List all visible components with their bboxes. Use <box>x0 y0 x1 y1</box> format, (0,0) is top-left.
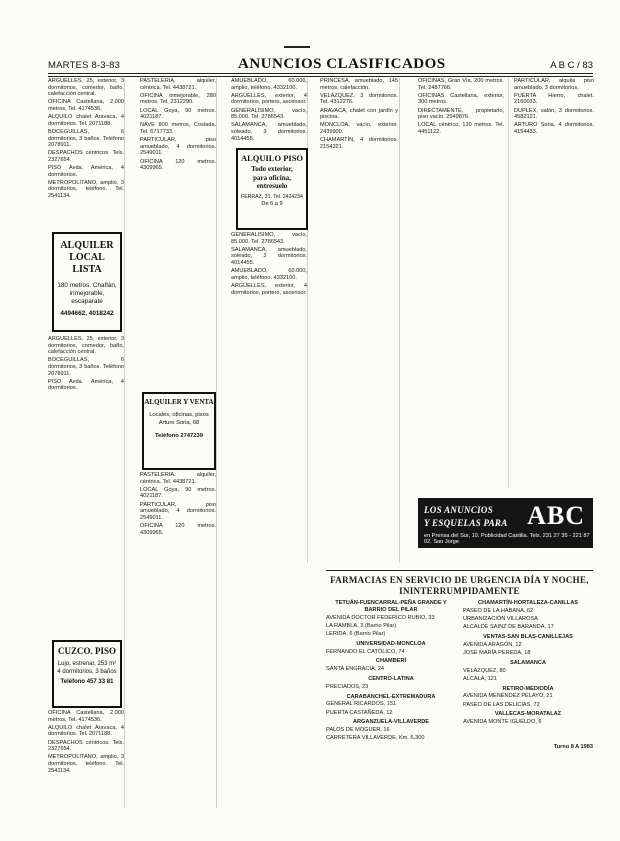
pharmacy-entry: PASEO DE LAS DELICIAS, 72 <box>463 701 540 708</box>
box-phone: Teléfono 457 33 81 <box>60 679 114 685</box>
classified-ad: ARAVACA, chalet con jardín y piscina. <box>320 107 398 121</box>
ad-column-6 <box>514 78 594 488</box>
classified-ad: SALAMANCA, amueblado, soleado, 3 dormitorios. 4014455. <box>231 122 307 142</box>
ad-box-local-lista <box>52 232 122 332</box>
pharmacy-entry: LA RAMBLA, 3 (Barrio Pilar) <box>326 622 397 629</box>
box-line: Todo exterior, <box>251 165 293 173</box>
classified-ad: ARGÜELLES, 25, exterior, 3 dormitorios, comedor, baño, calefacción central. <box>48 336 124 356</box>
classified-ad: PARTICULAR, alquila piso amueblado, 3 dormitorios. <box>514 78 594 91</box>
ad-column-3-bottom <box>231 232 307 808</box>
column-divider <box>399 78 400 563</box>
pharmacy-zone: CHAMARTÍN-HORTALEZA-CANILLAS <box>478 600 578 606</box>
banner-line: LOS ANUNCIOS <box>424 505 494 515</box>
classified-ad: METROPOLITANO, amplio, 3 dormitorios, teléfono. Tel. 2541134. <box>48 179 124 200</box>
box-line: Lujo, estrenar, 253 m² <box>57 661 117 667</box>
classified-ad: DIRECTAMENTE, propietario, piso vacío. 2549876. <box>418 107 504 121</box>
pharmacy-entry: PASEO DE LA HABANA, 62 <box>463 607 534 614</box>
box-line: para oficina, <box>253 173 291 182</box>
classified-ad: ARGÜELLES, exterior, 4 dormitorios, portero, ascensor. <box>231 282 307 296</box>
pharmacy-turn-footer: Turno 8 A 1983 <box>553 743 593 750</box>
ad-box-cuzco <box>52 640 122 708</box>
classified-ad: PASTELERÍA, alquiler, céntrica. Tel. 4438721. <box>140 78 216 91</box>
page-header <box>48 56 593 74</box>
pharmacy-entry: CARRETERA VILLAVERDE, Km. 6,300 <box>326 735 425 742</box>
ad-column-2-bottom <box>140 472 216 808</box>
classified-ad: BOCEGUILLAS, 6 dormitorios, 3 baños. Teléfono 2078911. <box>48 357 124 377</box>
classified-ad: SALAMANCA, amueblado, soleado, 3 dormitorios. 4014455. <box>231 246 307 266</box>
classified-ad: OFICINA 120 metros. 4309965. <box>140 158 216 172</box>
pharmacies-title: FARMACIAS EN SERVICIO DE URGENCIA DÍA Y NOCHE, ININTERRUMPIDAMENTE <box>330 575 589 596</box>
pharmacy-entry: PUERTA CASTAÑEDA, 12 <box>326 709 393 716</box>
box-title: ALQUILER Y VENTA <box>144 398 214 406</box>
pharmacy-zone: VENTAS-SAN BLAS-CANILLEJAS <box>483 633 573 640</box>
pharmacy-entry: AVENIDA ARAGÓN, 12 <box>463 641 522 648</box>
pharmacy-zone: CARABANCHEL-EXTREMADURA <box>346 693 436 700</box>
classified-ad: PASTELERÍA, alquiler, céntrica. Tel. 4438721. <box>140 472 216 485</box>
classified-ad: PARTICULAR, piso amueblado, 4 dormitorios. 2549011. <box>140 137 216 157</box>
box-title: ALQUILO PISO <box>240 153 304 163</box>
page-number: A B C / 83 <box>550 60 593 71</box>
box-line: Locales, oficinas, pisos <box>149 412 209 418</box>
classified-ad: GENERALÍSIMO, vacío, 85.000. Tel. 2786543. <box>231 107 307 121</box>
ad-column-5 <box>418 78 504 488</box>
classified-ad: PISO Avda. América, 4 dormitorios. <box>48 165 124 178</box>
pharmacy-entry: VELÁZQUEZ, 80 <box>463 667 506 674</box>
box-line: Arturo Soria, 68 <box>158 419 200 426</box>
pharmacy-entry: AVENIDA MENÉNDEZ PELAYO, 21 <box>463 693 553 700</box>
box-line: 180 metros. Chaflán, <box>57 282 117 289</box>
pharmacy-entry: PALOS DE MOGUER, 16 <box>326 727 390 734</box>
classified-ad: PUERTA Hierro, chalet. 2160033. <box>514 92 594 106</box>
classified-ad: DESPACHOS céntricos. Tels. 2327654. <box>48 739 124 753</box>
pharmacy-entry: JOSÉ MARÍA PEREDA, 18 <box>463 649 531 656</box>
pharmacy-zone: CHAMBERÍ <box>375 658 407 665</box>
pharmacy-rule <box>326 570 593 571</box>
classified-ad: OFICINAS, Gran Vía, 200 metros. Tel. 2487766. <box>418 78 504 91</box>
header-date: MARTES 8-3-83 <box>48 60 121 71</box>
ad-column-2-top <box>140 78 216 390</box>
pharmacy-entry: GENERAL RICARDOS, 151 <box>326 701 397 708</box>
banner-line: Y ESQUELAS PARA <box>424 518 508 528</box>
classified-ad: ALQUILO chalet Aravaca, 4 dormitorios. Tel. 2071188. <box>48 114 124 127</box>
pharmacy-zone: ARGANZUELA-VILLAVERDE <box>352 719 430 726</box>
pharmacy-entry: LERIDA, 6 (Barrio Pilar) <box>326 630 386 637</box>
pharmacy-zone: UNIVERSIDAD-MONCLOA <box>356 640 426 647</box>
column-divider <box>124 78 125 808</box>
ad-column-1-mid <box>48 336 124 636</box>
pharmacy-zone: RETIRO-MEDIODÍA <box>502 685 554 692</box>
banner-address: en Prensa del Sur, 10. Publicidad Castilla. Tels. 231 27 35 - 221 87 02. San Jorge <box>424 533 590 545</box>
ad-column-1-top <box>48 78 124 230</box>
box-title: CUZCO. PISO <box>57 646 116 656</box>
classified-ad: ARGÜELLES, exterior, 4 dormitorios, portero, ascensor. <box>231 92 307 106</box>
classified-ad: LOCAL céntrico, 120 metros. Tel. 4451122. <box>418 122 504 135</box>
pharmacy-entry: URBANIZACIÓN VILLAROSA <box>463 615 538 622</box>
classified-ad: MONCLOA, vacío, exterior. 2439900. <box>320 122 398 135</box>
box-title: ALQUILER LOCAL LISTA <box>60 240 114 275</box>
classified-ad: AMUEBLADO, 60.000, amplio, teléfono. 4332100. <box>231 78 307 91</box>
ad-box-alquiler-venta <box>142 392 216 470</box>
classified-ad: PARTICULAR, piso amueblado, 4 dormitorios. 2549011. <box>140 501 216 521</box>
pharmacy-entry: ALCALDE SAINZ DE BARANDA, 17 <box>463 624 554 631</box>
box-hours: De 6 a 9 <box>261 200 283 207</box>
pharmacy-zone: TETUÁN-FUENCARRAL-PEÑA GRANDE Y BARRIO DEL PILAR <box>335 600 447 613</box>
classified-ad: OFICINA Castellana, 2.000 metros, Tel. 4174536. <box>48 710 124 723</box>
classified-ad: OFICINAS Castellana, exterior, 300 metros. <box>418 92 504 106</box>
ad-column-3-top <box>231 78 307 146</box>
header-rule <box>48 73 593 74</box>
classified-ad: PISO Avda. América, 4 dormitorios. <box>48 378 124 392</box>
classified-ad: VELÁZQUEZ, 3 dormitorios. Tel. 4312276. <box>320 92 398 106</box>
pharmacy-zone: CENTRO-LATINA <box>368 675 414 682</box>
box-phone: Teléfono 2747239 <box>155 433 203 439</box>
classified-ad: ARTURO Soria, 4 dormitorios. 4154433. <box>514 122 594 135</box>
header-rule-thin <box>48 76 593 77</box>
classified-ad: DUPLEX, salón, 3 dormitorios. 4582121. <box>514 107 594 121</box>
classified-ad: CHAMARTÍN, 4 dormitorios. 2154321. <box>320 137 398 150</box>
classified-ad: NAVE 800 metros, Coslada. Tel. 6717733. <box>140 122 216 135</box>
ad-box-alquilo-piso <box>236 148 308 230</box>
box-line: inmejorable, escaparate <box>69 290 105 305</box>
pharmacy-entry: SANTA ENGRACIA, 24 <box>326 666 385 673</box>
pharmacies-left-column <box>326 597 456 744</box>
pharmacies-on-duty <box>326 567 593 827</box>
pharmacy-entry: ALCALÁ, 121 <box>463 675 497 682</box>
classified-ad: METROPOLITANO, amplio, 3 dormitorios, teléfono. Tel. 2541134. <box>48 754 124 774</box>
box-address: FERRAZ, 31. Tel. 2424234 <box>241 193 303 200</box>
pharmacies-right-column <box>463 597 593 752</box>
classified-ad: LOCAL Goya, 90 metros. 4021187. <box>140 486 216 500</box>
box-line: 4 dormitorios, 3 baños <box>57 669 117 675</box>
classified-ad: BOCEGUILLAS, 6 dormitorios, 3 baños. Teléfono 2078911. <box>48 128 124 149</box>
classified-ad: OFICINA 120 metros. 4309965. <box>140 522 216 536</box>
column-divider <box>216 78 217 808</box>
classified-ad: OFICINA inmejorable, 280 metros. Tel. 2312290. <box>140 92 216 106</box>
abc-advert-banner <box>418 498 593 548</box>
pharmacy-entry: PRECIADOS, 23 <box>326 683 369 690</box>
pharmacy-zone: VALLECAS-MORATALAZ <box>494 711 562 718</box>
pharmacy-entry: FERNANDO EL CATÓLICO, 74 <box>326 648 405 655</box>
pharmacy-zone: SALAMANCA <box>509 659 547 666</box>
ad-column-1-bottom <box>48 710 124 808</box>
classified-ad: LOCAL Goya, 90 metros. 4021187. <box>140 107 216 121</box>
column-divider <box>508 78 509 488</box>
classified-ad: GENERALÍSIMO, vacío, 85.000. Tel. 2786543. <box>231 232 307 245</box>
box-line: entresuelo <box>256 182 288 190</box>
abc-logo: ABC <box>527 501 585 530</box>
box-phone: 4494662, 4018242 <box>60 310 114 317</box>
pharmacy-entry: AVENIDA DOCTOR FEDERICO RUBIO, 33 <box>326 614 435 621</box>
classified-ad: PRINCESA, amueblado, 145 metros, calefacción. <box>320 78 398 91</box>
classified-ad: ALQUILO chalet Aravaca, 4 dormitorios. Tel. 2071188. <box>48 724 124 738</box>
classified-ad: AMUEBLADO, 60.000, amplio, teléfono. 4332100. <box>231 268 307 281</box>
page-top-mark <box>284 46 310 48</box>
section-title: ANUNCIOS CLASIFICADOS <box>238 56 446 72</box>
classified-ad: OFICINA Castellana, 2.000 metros, Tel. 4174536. <box>48 99 124 112</box>
ad-column-4 <box>320 78 398 558</box>
pharmacy-entry: AVENIDA MONTE IGUELDO, 6 <box>463 719 542 726</box>
classified-ad: ARGÜELLES, 25, exterior, 3 dormitorios, comedor, baño, calefacción central. <box>48 78 124 98</box>
classified-ad: DESPACHOS céntricos. Tels. 2327654. <box>48 150 124 163</box>
